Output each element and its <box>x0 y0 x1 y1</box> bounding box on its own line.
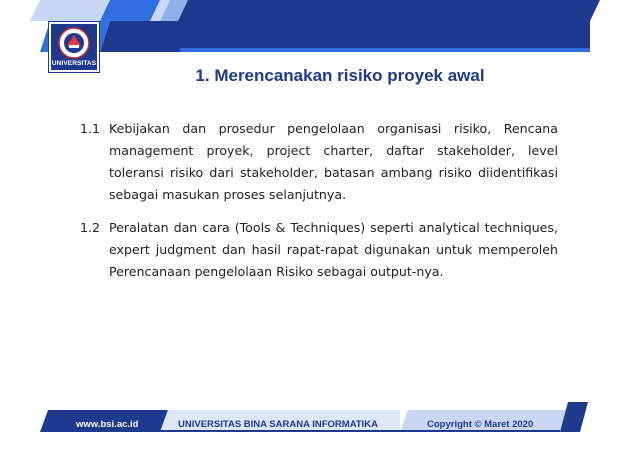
list-item-number: 1.1 <box>80 121 101 136</box>
list-item-number: 1.2 <box>80 220 101 235</box>
content-list <box>80 118 558 294</box>
footer-website-link[interactable]: www.bsi.ac.id <box>76 419 139 430</box>
list-item <box>80 217 558 283</box>
logo-text: UNIVERSITAS <box>51 60 97 67</box>
university-logo <box>49 22 99 72</box>
footer-copyright: Copyright © Maret 2020 <box>427 419 534 430</box>
list-item <box>80 118 558 206</box>
university-seal-icon <box>57 26 91 60</box>
slide-title: 1. Merencanakan risiko proyek awal <box>195 66 485 85</box>
footer-university-name: UNIVERSITAS BINA SARANA INFORMATIKA <box>178 419 379 430</box>
list-item-text: Peralatan dan cara (Tools & Techniques) seperti analytical techniques, expert judgment dan hasil rapat-rapat digunakan untuk memperoleh Perencanaan pengelolaan Risiko sebagai output-nya. <box>109 220 558 279</box>
list-item-text: Kebijakan dan prosedur pengelolaan organisasi risiko, Rencana management proyek, project charter, daftar stakeholder, level toleransi risiko dari stakeholder, batasan ambang risiko diidentifikasi sebagai masukan proses selanjutnya. <box>109 121 558 202</box>
